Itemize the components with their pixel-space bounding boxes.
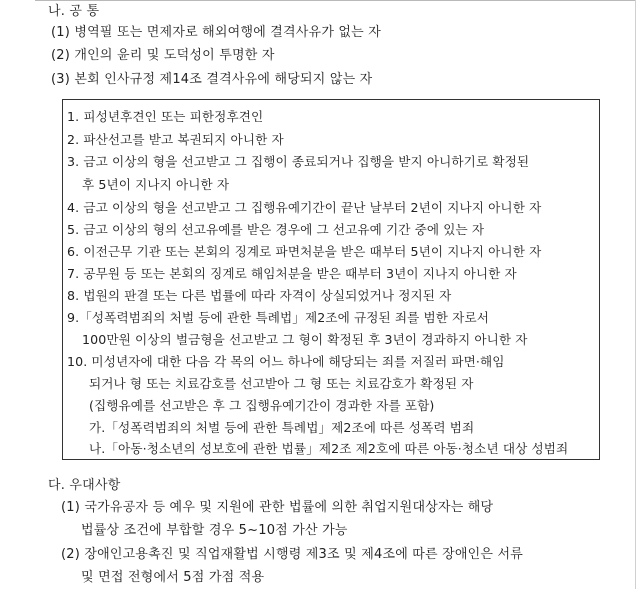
disq-line: 7. 공무원 등 또는 본회의 징계로 해임처분을 받은 때부터 3년이 지나지 아니한 자 xyxy=(67,266,517,281)
disq-line: 되거나 형 또는 치료감호를 선고받아 그 형 또는 치료감호가 확정된 자 xyxy=(89,376,474,391)
disq-line: 8. 법원의 판결 또는 다른 법률에 따라 자격이 상실되었거나 정지된 자 xyxy=(67,288,452,303)
preference-line: 법률상 조건에 부합할 경우 5~10점 가산 가능 xyxy=(81,523,348,538)
common-item-3: (3) 본회 인사규정 제14조 결격사유에 해당되지 않는 자 xyxy=(51,72,373,87)
section-heading-common: 나. 공 통 xyxy=(48,4,100,19)
preference-line: (1) 국가유공자 등 예우 및 지원에 관한 법률에 의한 취업지원대상자는 해당 xyxy=(61,500,494,515)
disq-line: 3. 금고 이상의 형을 선고받고 그 집행이 종료되거나 집행을 받지 아니하기로 확정된 xyxy=(67,154,530,169)
disq-line: 5. 금고 이상의 형의 선고유예를 받은 경우에 그 선고유예 기간 중에 있는 자 xyxy=(67,222,485,237)
disq-line: 100만원 이상의 벌금형을 선고받고 그 형이 확정된 후 3년이 경과하지 아니한 자 xyxy=(82,332,528,347)
preference-line: (2) 장애인고용촉진 및 직업재활법 시행령 제3조 및 제4조에 따른 장애인은 서류 xyxy=(61,547,524,562)
section-heading-preference: 다. 우대사항 xyxy=(48,478,121,493)
disq-line: 나.「아동·청소년의 성보호에 관한 법률」제2조 제2호에 따른 아동·청소년 대상 성범죄 xyxy=(89,441,569,456)
disq-line: 2. 파산선고를 받고 복권되지 아니한 자 xyxy=(67,132,284,147)
disqualification-box xyxy=(62,99,600,460)
disq-line: 9.「성폭력범죄의 처벌 등에 관한 특례법」제2조에 규정된 죄를 범한 자로서 xyxy=(67,310,489,325)
disq-line: 10. 미성년자에 대한 다음 각 목의 어느 하나에 해당되는 죄를 저질러 파면·해임 xyxy=(67,354,505,369)
disq-line: (집행유예를 선고받은 후 그 집행유예기간이 경과한 자를 포함) xyxy=(89,398,435,413)
common-item-2: (2) 개인의 윤리 및 도덕성이 투명한 자 xyxy=(51,48,275,63)
disq-line: 후 5년이 지나지 아니한 자 xyxy=(82,177,230,192)
disq-line: 가.「성폭력범죄의 처벌 등에 관한 특례법」제2조에 따른 성폭력 범죄 xyxy=(89,420,475,435)
disq-line: 4. 금고 이상의 형을 선고받고 그 집행유예기간이 끝난 날부터 2년이 지나지 아니한 자 xyxy=(67,200,542,215)
preference-line: 및 면접 전형에서 5점 가점 적용 xyxy=(81,570,265,585)
disq-line: 1. 피성년후견인 또는 피한정후견인 xyxy=(67,109,264,124)
top-rule xyxy=(35,0,635,1)
disq-line: 6. 이전근무 기관 또는 본회의 징계로 파면처분을 받은 때부터 5년이 지나지 아니한 자 xyxy=(67,244,542,259)
right-edge-rule xyxy=(635,0,636,589)
common-item-1: (1) 병역필 또는 면제자로 해외여행에 결격사유가 없는 자 xyxy=(51,25,382,40)
